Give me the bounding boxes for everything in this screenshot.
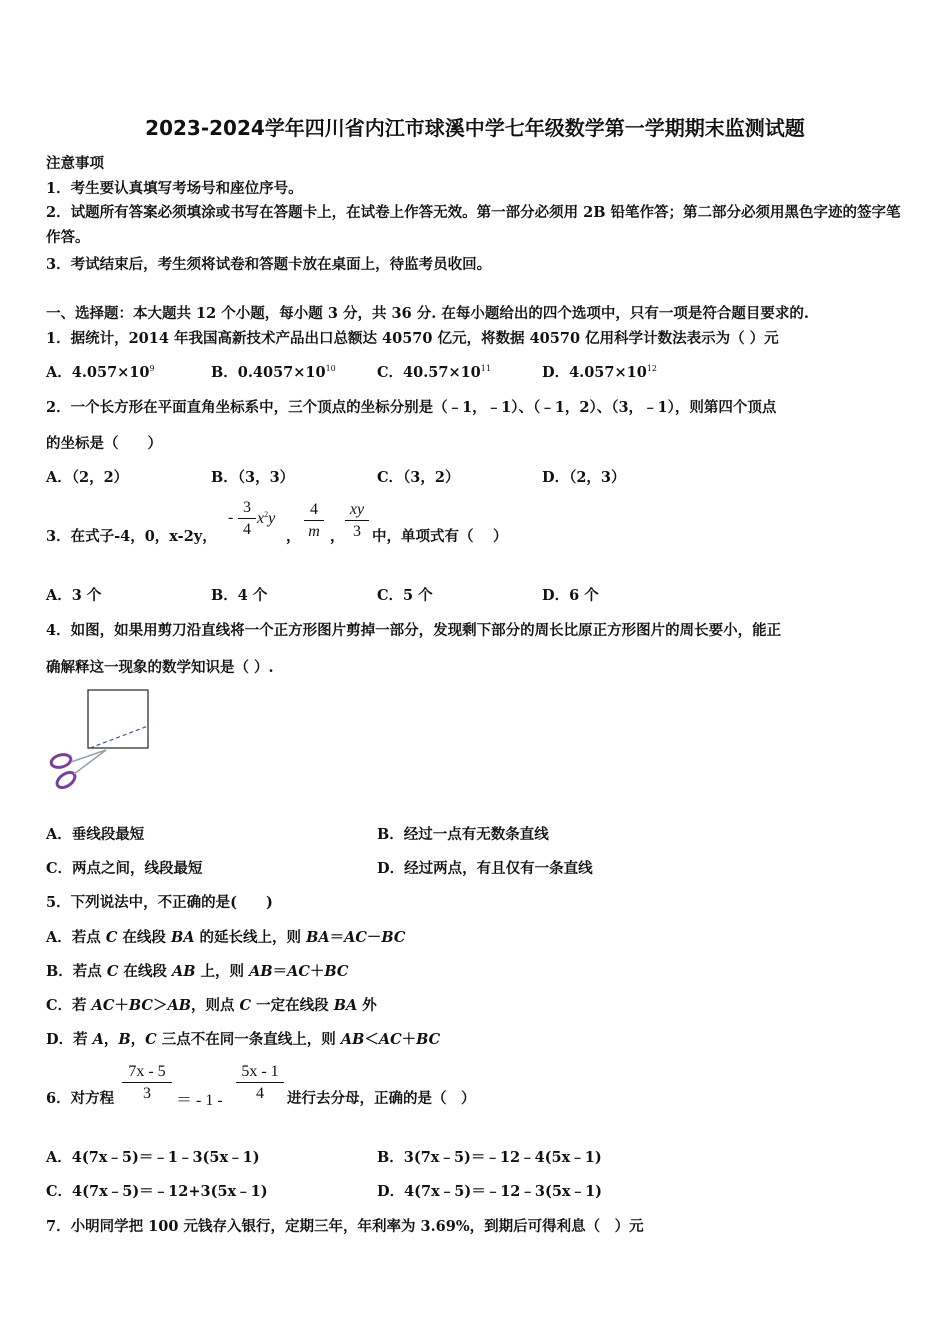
q4-option-d: D．经过两点，有且仅有一条直线 — [377, 860, 593, 877]
notice-item-3: 3．考试结束后，考生须将试卷和答题卡放在桌面上，待监考员收回。 — [46, 256, 492, 273]
q1-option-a: A．$4.057\times 10^9$ — [46, 364, 155, 381]
q2-option-b: B．（3，3） — [211, 469, 295, 486]
q1-stem: 1．据统计，2014 年我国高新技术产品出口总额达 40570 亿元，将数据 40570 亿用科学计数法表示为（ ）元 — [46, 330, 779, 347]
q2-stem-continued: 的坐标是（ ） — [46, 435, 162, 452]
q3-fraction1 — [238, 498, 256, 541]
notice-item-2: 2．试题所有答案必须填涂或书写在答题卡上，在试卷上作答无效。第一部分必须用 2B 铅笔作答；第二部分必须用黑色字迹的签字笔作答。 — [46, 204, 901, 246]
q5-option-c: C．若 AC＋BC＞AB，则点 C 一定在线段 BA 外 — [46, 997, 377, 1014]
notice-heading: 注意事项 — [46, 155, 104, 172]
q2-option-d: D．（2，3） — [542, 469, 626, 486]
q4-stem: 4．如图，如果用剪刀沿直线将一个正方形图片剪掉一部分，发现剩下部分的周长比原正方形图片的周长要小，能正 — [46, 622, 782, 639]
q7-stem: 7．小明同学把 100 元钱存入银行，定期三年，年利率为 3.69%，到期后可得利息（ ）元 — [46, 1218, 644, 1235]
q4-option-a: A．垂线段最短 — [46, 826, 145, 843]
q6-fraction2-denominator: 4 — [256, 1085, 264, 1102]
q3-stem-suffix: 中，单项式有（ ） — [372, 528, 508, 545]
q4-option-c: C．两点之间，线段最短 — [46, 860, 203, 877]
q1-option-b: B．$0.4057\times 10^{10}$ — [211, 364, 336, 381]
q4-stem-continued: 确解释这一现象的数学知识是（ ）. — [46, 659, 274, 676]
cut-line — [90, 726, 148, 748]
q3-fraction1-minus: - — [228, 509, 234, 526]
scissors-cut-figure — [44, 686, 156, 792]
q3-option-d: D．6 个 — [542, 587, 599, 604]
q6-option-a: A．4(7x﹣5)＝﹣1﹣3(5x﹣1) — [46, 1149, 260, 1166]
q6-fraction1 — [122, 1062, 172, 1105]
q2-stem: 2．一个长方形在平面直角坐标系中，三个顶点的坐标分别是（﹣1，﹣1）、（﹣1，2）、（3，﹣1），则第四个顶点 — [46, 399, 777, 416]
q6-stem-prefix: 6．对方程 — [46, 1090, 115, 1107]
q3-fraction1-term: $x^2y$ — [257, 510, 276, 527]
square-outline — [88, 690, 148, 748]
q2-option-a: A．（2，2） — [46, 469, 129, 486]
q1-option-d: D．$4.057\times 10^{12}$ — [542, 364, 657, 381]
q3-fraction1-denominator: 4 — [243, 521, 251, 538]
q3-option-a: A．3 个 — [46, 587, 102, 604]
q4-option-b: B．经过一点有无数条直线 — [377, 826, 549, 843]
page-title: 2023-2024学年四川省内江市球溪中学七年级数学第一学期期末监测试题 — [145, 116, 805, 140]
section-heading: 一、选择题：本大题共 12 个小题，每小题 3 分，共 36 分. 在每小题给出的四个选项中，只有一项是符合题目要求的. — [46, 305, 809, 322]
q3-separator-2: ， — [330, 528, 345, 545]
notice-item-1: 1．考生要认真填写考场号和座位序号。 — [46, 180, 303, 197]
q5-option-a: A．若点 C 在线段 BA 的延长线上，则 BA＝AC－BC — [46, 929, 406, 946]
q3-fraction2 — [304, 500, 324, 543]
q5-option-d: D．若 A，B，C 三点不在同一条直线上，则 AB＜AC＋BC — [46, 1031, 441, 1048]
q6-option-b: B．3(7x﹣5)＝﹣12﹣4(5x﹣1) — [377, 1149, 602, 1166]
q6-option-d: D．4(7x﹣5)＝﹣12﹣3(5x﹣1) — [377, 1183, 603, 1200]
q3-fraction2-numerator: 4 — [310, 501, 318, 518]
q6-equation-middle: ＝ - 1 - — [176, 1092, 223, 1109]
scissors-blades — [71, 750, 106, 774]
q6-fraction2-numerator: 5x - 1 — [241, 1063, 279, 1080]
scissors-icon — [50, 753, 78, 791]
q6-fraction2 — [236, 1062, 284, 1105]
q3-fraction3-numerator: xy — [349, 501, 365, 518]
q6-fraction1-denominator: 3 — [143, 1085, 151, 1102]
q3-separator-1: ， — [286, 528, 301, 545]
q3-option-b: B．4 个 — [211, 587, 268, 604]
q3-fraction3-denominator: 3 — [353, 523, 361, 540]
q6-stem-suffix: 进行去分母，正确的是（ ） — [287, 1090, 476, 1107]
q5-stem: 5．下列说法中，不正确的是( ) — [46, 894, 273, 911]
q3-fraction3 — [345, 500, 369, 543]
q3-fraction1-numerator: 3 — [243, 499, 251, 516]
q6-option-c: C．4(7x﹣5)＝﹣12+3(5x﹣1) — [46, 1183, 268, 1200]
q2-option-c: C．（3，2） — [377, 469, 460, 486]
q5-option-b: B．若点 C 在线段 AB 上，则 AB＝AC＋BC — [46, 963, 349, 980]
q3-stem-prefix: 3．在式子-4，0，x-2y， — [46, 528, 217, 545]
q3-option-c: C．5 个 — [377, 587, 433, 604]
q6-fraction1-numerator: 7x - 5 — [128, 1063, 166, 1080]
q3-fraction2-denominator: m — [308, 523, 320, 540]
q1-option-c: C．$40.57\times 10^{11}$ — [377, 364, 491, 381]
